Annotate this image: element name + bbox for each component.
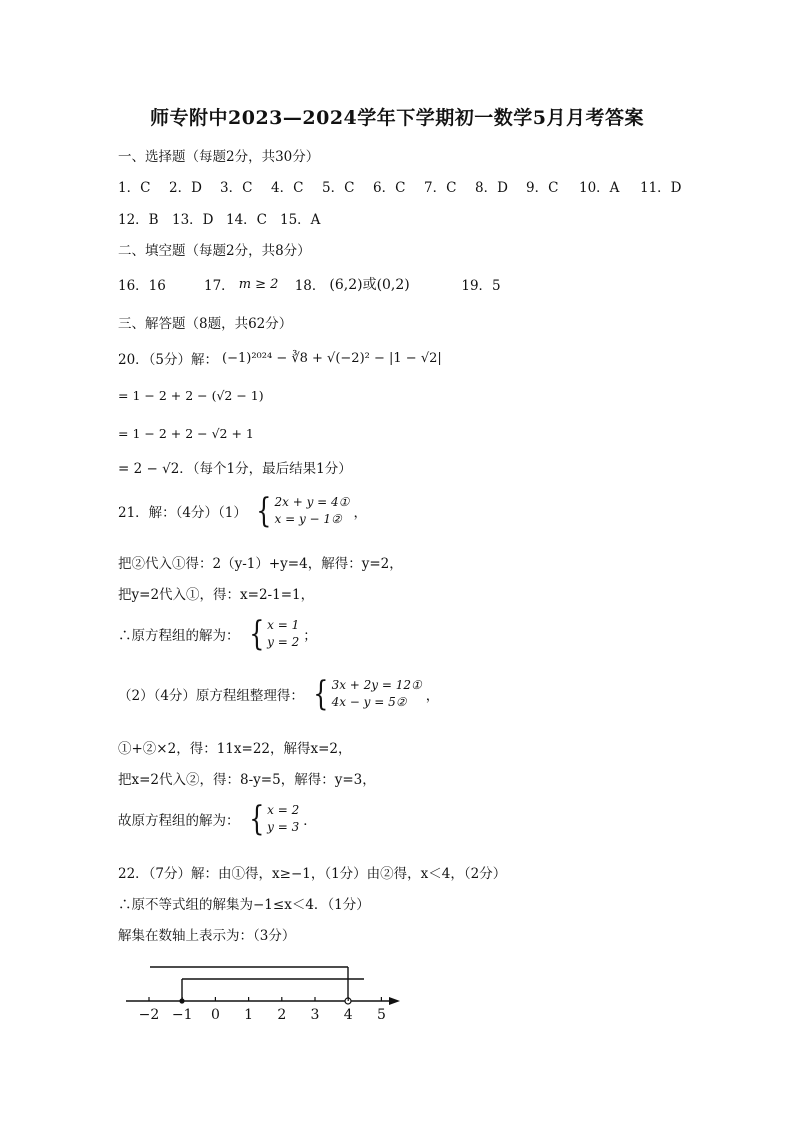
q21-part2-step-2: 把x=2代入②，得：8-y=5，解得：y=3， bbox=[118, 772, 376, 788]
choice-answer: 10．A bbox=[579, 180, 620, 196]
q22-line-1: 22．（7分）解：由①得，x≥−1，（1分）由②得，x＜4，（2分） bbox=[118, 866, 507, 882]
choice-answer: 14．C bbox=[226, 212, 268, 228]
q20-step-3: = 2 − √2．（每个1分，最后结果1分） bbox=[118, 461, 352, 477]
choice-answer: 8．D bbox=[475, 180, 508, 196]
choice-answer: 12．B bbox=[118, 212, 159, 228]
axis-tick-label: 2 bbox=[277, 1007, 287, 1023]
choice-answer: 9．C bbox=[526, 180, 559, 196]
q21-part2-tail: ， bbox=[425, 688, 440, 704]
fill-answer-17: m ≥ 2 bbox=[238, 276, 279, 292]
q21-solution-x: x = 1 bbox=[267, 618, 300, 632]
axis-tick-label: 0 bbox=[210, 1007, 220, 1023]
q21-part2-solution-tail: ． bbox=[303, 813, 317, 829]
q20-lead: 20．（5分）解： bbox=[118, 352, 219, 368]
number-line-diagram bbox=[118, 955, 418, 1027]
q20-step-2: = 1 − 2 + 2 − √2 + 1 bbox=[118, 426, 254, 441]
choice-answer: 5．C bbox=[322, 180, 355, 196]
choice-answer: 4．C bbox=[271, 180, 304, 196]
axis-arrow-icon bbox=[389, 997, 400, 1005]
q21-part2-solution-x: x = 2 bbox=[267, 803, 300, 817]
fill-answer-19: 19．5 bbox=[461, 278, 501, 294]
fill-answer-16: 16．16 bbox=[118, 278, 166, 294]
choice-answer: 1．C bbox=[118, 180, 151, 196]
axis-tick-label: 1 bbox=[244, 1007, 254, 1023]
fill-answer-18: (6,2)或(0,2) bbox=[329, 277, 410, 293]
fill-answers-row bbox=[118, 274, 501, 294]
q21-solution-y: y = 2 bbox=[267, 635, 300, 649]
q21-part2-solution-system bbox=[246, 799, 300, 839]
q21-system-line bbox=[118, 491, 367, 531]
q22-line-3: 解集在数轴上表示为：（3分） bbox=[118, 928, 296, 944]
q21-part2-solution-line bbox=[118, 799, 317, 839]
choice-answers-row-1 bbox=[118, 176, 690, 196]
choice-answer: 13．D bbox=[172, 212, 214, 228]
section-solve-header: 三、解答题（8题，共62分） bbox=[118, 316, 293, 332]
q21-part2-solution-y: y = 3 bbox=[267, 820, 300, 834]
choice-answer: 11．D bbox=[640, 180, 682, 196]
q21-part2-equation-system bbox=[310, 674, 422, 714]
fill-answer-17-num: 17． bbox=[204, 278, 235, 294]
left-brace-icon: { bbox=[248, 614, 264, 654]
q21-eq-2: x = y − 1② bbox=[274, 512, 342, 526]
q21-step-1: 把②代入①得：2（y-1）+y=4，解得：y=2， bbox=[118, 556, 403, 572]
axis-tick-label: −2 bbox=[138, 1007, 160, 1023]
axis-tick-label: 3 bbox=[310, 1007, 320, 1023]
choice-answer: 6．C bbox=[373, 180, 406, 196]
q21-part2-system-line bbox=[118, 674, 440, 714]
q21-part2-solution-lead: 故原方程组的解为： bbox=[118, 813, 240, 829]
section-choice-header: 一、选择题（每题2分，共30分） bbox=[118, 149, 320, 165]
q21-tail: ， bbox=[353, 505, 367, 521]
axis-tick-label: 4 bbox=[343, 1007, 353, 1023]
choice-answer: 2．D bbox=[169, 180, 202, 196]
q21-part2-lead: （2）（4分）原方程组整理得： bbox=[118, 688, 304, 704]
choice-answer: 15．A bbox=[280, 212, 321, 228]
q21-solution-system bbox=[246, 614, 300, 654]
choice-row-2-list bbox=[118, 208, 334, 228]
q21-lead: 21．解：（4分）（1） bbox=[118, 505, 247, 521]
q20-expression-line bbox=[118, 348, 442, 368]
page-title: 师专附中2023—2024学年下学期初一数学5月月考答案 bbox=[150, 107, 644, 129]
q21-part2-eq-2: 4x − y = 5② bbox=[331, 695, 407, 709]
left-brace-icon: { bbox=[313, 674, 329, 714]
q22-line-2: ∴原不等式组的解集为−1≤x＜4．（1分） bbox=[118, 897, 370, 913]
choice-answer: 3．C bbox=[220, 180, 253, 196]
q21-part2-step-1: ①+②×2，得：11x=22，解得x=2， bbox=[118, 741, 352, 757]
axis-tick-label: −1 bbox=[171, 1007, 193, 1023]
fill-answer-18-num: 18． bbox=[294, 278, 326, 294]
choice-answer: 7．C bbox=[424, 180, 457, 196]
section-fill-header: 二、填空题（每题2分，共8分） bbox=[118, 243, 311, 259]
q21-part2-eq-1: 3x + 2y = 12① bbox=[331, 678, 422, 692]
choice-row-1-list bbox=[118, 176, 690, 196]
q20-step-1: = 1 − 2 + 2 − (√2 − 1) bbox=[118, 388, 264, 403]
q21-solution-line bbox=[118, 614, 317, 654]
q21-step-2: 把y=2代入①，得：x=2-1=1， bbox=[118, 587, 315, 603]
q21-solution-lead: ∴原方程组的解为： bbox=[118, 628, 240, 644]
choice-answers-row-2 bbox=[118, 208, 334, 228]
q21-equation-system bbox=[253, 491, 350, 531]
q21-eq-1: 2x + y = 4① bbox=[274, 495, 350, 509]
q21-solution-tail: ； bbox=[303, 628, 317, 644]
axis-tick-label: 5 bbox=[376, 1007, 386, 1023]
left-brace-icon: { bbox=[256, 491, 272, 531]
left-brace-icon: { bbox=[248, 799, 264, 839]
q20-expression: (−1)²⁰²⁴ − ∛8 + √(−2)² − |1 − √2| bbox=[222, 350, 442, 366]
